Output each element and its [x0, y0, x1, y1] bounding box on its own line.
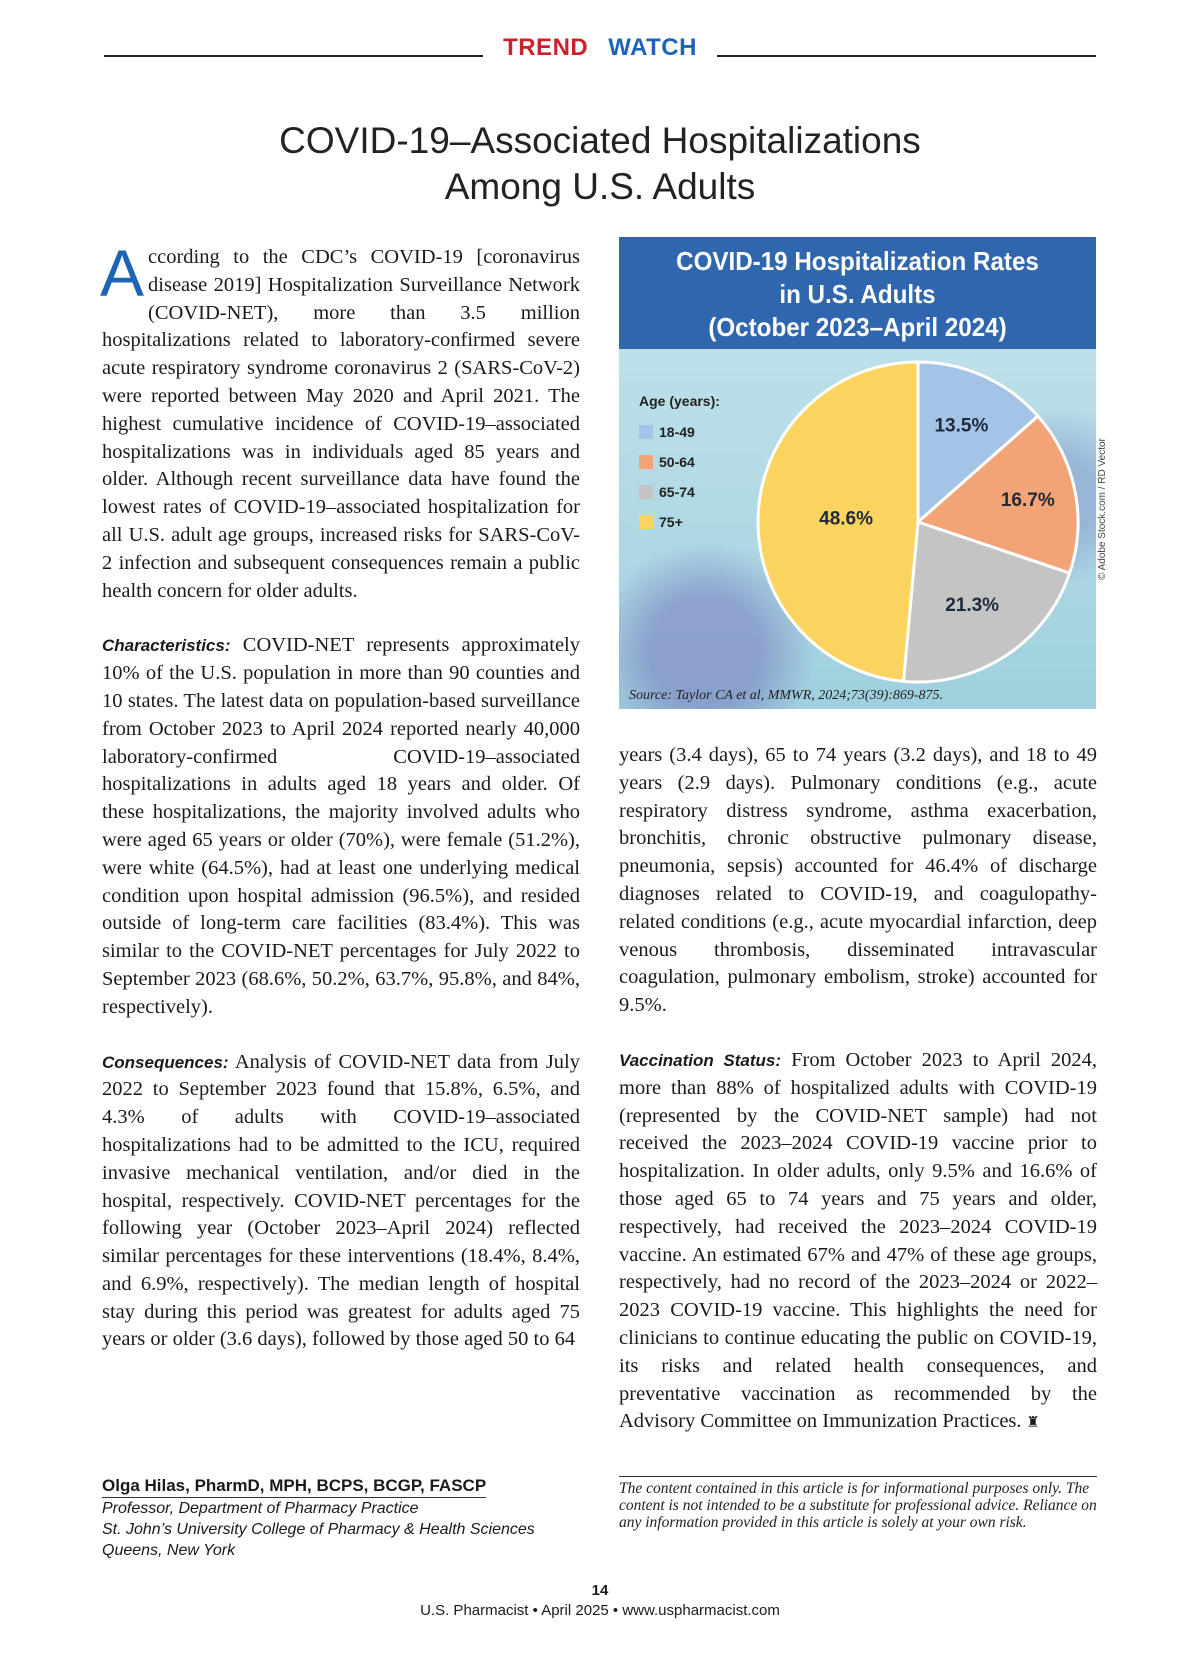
- author-block: [102, 1476, 572, 1561]
- legend-label: 65-74: [659, 484, 695, 500]
- intro-text: ccording to the CDC’s COVID-19 [coronavirus disease 2019] Hospitalization Surveillance Network (COVID-NET), more than 3.5 million hospitalizations related to laboratory-confirmed severe acute respiratory syndrome coronavirus 2 (SARS-CoV-2) were reported between May 2020 and April 2021. The highest cumulative incidence of COVID-19–associated hospitalizations was in individuals aged 85 years and older. Although recent surveillance data have found the lowest rates of COVID-19–associated hospitalization for all U.S. adult age groups, increased risks for SARS-CoV-2 infection and subsequent consequences remain a public health concern for older adults.: [102, 246, 580, 602]
- vaccination-text: From October 2023 to April 2024, more than 88% of hospitalized adults with COVID-19 (represented by the COVID-NET sample) had not received the 2023–2024 COVID-19 vaccine prior to hospitalization. In older adults, only 9.5% and 16.6% of those aged 65 to 74 years and 75 years and older, respectively, had received the 2023–2024 COVID-19 vaccine. An estimated 67% and 47% of these age groups, respectively, had no record of the 2023–2024 or 2022–2023 COVID-19 vaccine. This highlights the need for clinicians to continue educating the public on COVID-19, its risks and related health consequences, and preventative vaccination as recommended by the Advisory Committee on Immunization Practices.: [619, 1048, 1097, 1433]
- legend-label: 75+: [659, 514, 683, 530]
- legend-label: 50-64: [659, 454, 695, 470]
- characteristics-label: Characteristics:: [102, 636, 231, 656]
- legend-swatch: [639, 425, 653, 439]
- chart-source: Source: Taylor CA et al, MMWR, 2024;73(39):869-875.: [629, 688, 944, 703]
- consequences-label: Consequences:: [102, 1052, 229, 1072]
- intro-paragraph: [100, 236, 580, 605]
- continuation-paragraph: years (3.4 days), 65 to 74 years (3.2 days), and 18 to 49 years (2.9 days). Pulmonary conditions (e.g., acute respiratory distress syndrome, asthma exacerbation, bronchitis, chronic obstructive pulmonary disease, pneumonia, sepsis) accounted for 46.4% of discharge diagnoses related to COVID-19, and coagulopathy-related conditions (e.g., acute myocardial infarction, deep venous thrombosis, disseminated intravascular coagulation, pulmonary embolism, stroke) accounted for 9.5%.: [619, 744, 1097, 1017]
- chart-title-line-1: COVID-19 Hospitalization Rates: [676, 246, 1039, 276]
- legend-swatch: [639, 485, 653, 499]
- publication-info: U.S. Pharmacist • April 2025 • www.uspharmacist.com: [420, 1602, 780, 1619]
- brand-watch: WATCH: [598, 34, 707, 61]
- legend-item: [639, 417, 720, 447]
- drop-cap: A: [100, 236, 145, 310]
- chart-title-line-2: in U.S. Adults: [779, 279, 936, 309]
- vaccination-label: Vaccination Status:: [619, 1050, 782, 1070]
- legend-swatch: [639, 515, 653, 529]
- image-credit: © Adobe Stock.com / RD Vector: [1097, 438, 1108, 580]
- author-title: Professor, Department of Pharmacy Practice: [102, 1500, 419, 1517]
- legend-item: [639, 447, 720, 477]
- author-location: Queens, New York: [102, 1542, 236, 1559]
- chart-title-line-3: (October 2023–April 2024): [708, 312, 1007, 342]
- characteristics-paragraph: [102, 632, 580, 1021]
- vaccination-paragraph: [619, 1047, 1097, 1437]
- article-title: [104, 118, 1096, 210]
- legend-item: [639, 477, 720, 507]
- disclaimer: The content contained in this article is for informational purposes only. The content is not intended to be a substitute for professional advice. Reliance on any information provided in this article is solely at your own risk.: [619, 1476, 1097, 1531]
- end-mark-icon: ♜: [1021, 1413, 1040, 1432]
- author-institution: St. John’s University College of Pharmacy & Health Sciences: [102, 1521, 535, 1538]
- characteristics-text: COVID-NET represents approximately 10% of the U.S. population in more than 90 counties and 10 states. The latest data on population-based surveillance from October 2023 to April 2024 reported nearly 40,000 laboratory-confirmed COVID-19–associated hospitalizations in adults aged 18 years and older. Of these hospitalizations, the majority involved adults who were aged 65 years or older (70%), were female (51.2%), were white (64.5%), had at least one underlying medical condition upon hospital admission (96.5%), and resided outside of long-term care facilities (83.4%). This was similar to the COVID-NET percentages for July 2022 to September 2023 (68.6%, 50.2%, 63.7%, 95.8%, and 84%, respectively).: [102, 634, 580, 1018]
- consequences-text: Analysis of COVID-NET data from July 2022 to September 2023 found that 15.8%, 6.5%, and 4.3% of adults with COVID-19–associated hospitalizations had to be admitted to the ICU, required invasive mechanical ventilation, and/or died in the hospital, respectively. COVID-NET percentages for the following year (October 2023–April 2024) reflected similar percentages for these interventions (18.4%, 8.4%, and 6.9%, respectively). The median length of hospital stay during this period was greatest for adults aged 75 years or older (3.6 days), followed by those aged 50 to 64: [102, 1050, 580, 1351]
- right-column: [619, 742, 1097, 1437]
- left-column: [100, 236, 580, 1354]
- trendwatch-header: [104, 34, 1096, 61]
- chart-title: [619, 237, 1096, 349]
- legend-item: [639, 507, 720, 537]
- legend-label: 18-49: [659, 424, 695, 440]
- pie-label-18-49: 13.5%: [934, 415, 989, 437]
- chart-legend: [639, 393, 720, 537]
- author-name: Olga Hilas, PharmD, MPH, BCPS, BCGP, FASCP: [102, 1476, 486, 1498]
- brand-trend: TREND: [493, 34, 598, 61]
- pie-label-65-74: 21.3%: [945, 595, 1000, 617]
- pie-label-75+: 48.6%: [819, 508, 874, 530]
- legend-swatch: [639, 455, 653, 469]
- section-brand: [104, 34, 1096, 62]
- consequences-paragraph: [102, 1049, 580, 1355]
- pie-chart: [753, 357, 1083, 687]
- legend-title: Age (years):: [639, 393, 720, 409]
- pie-label-50-64: 16.7%: [1000, 489, 1055, 511]
- title-line-2: Among U.S. Adults: [444, 166, 756, 207]
- chart-figure: [619, 237, 1096, 709]
- page-number: 14: [591, 1582, 609, 1599]
- title-line-1: COVID-19–Associated Hospitalizations: [279, 120, 921, 161]
